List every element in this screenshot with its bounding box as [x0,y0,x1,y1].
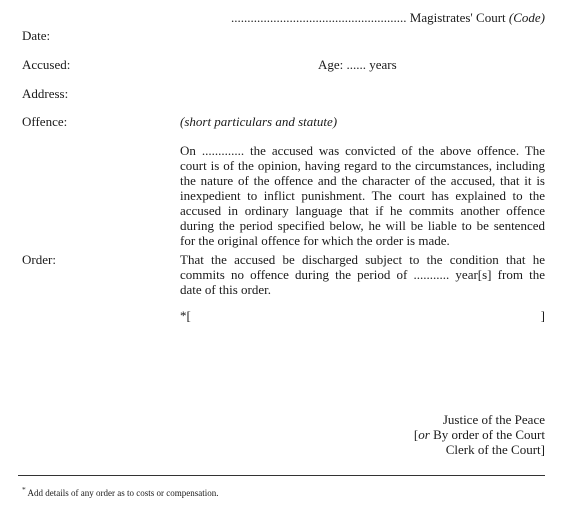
offence-line: during the period specified below, he will be liable to be sentenced [180,218,545,233]
order-paragraph [180,252,545,297]
offence-line: inexpedient to inflict punishment. The court has explained to the [180,188,545,203]
additional-order-close-bracket: ] [540,308,545,323]
additional-order-open-bracket: *[ [180,308,191,323]
offence-line: for the original offence for which the order is made. [180,233,450,248]
offence-particulars-text: (short particulars and statute) [180,114,338,129]
signature-or-word: or [418,427,430,442]
court-code: (Code) [508,10,545,25]
offence-line: accused in ordinary language that if he commits another offence [180,203,545,218]
court-heading [231,10,545,25]
age-field: Age: ...... years [318,57,397,72]
signature-or-rest: By order of the Court [429,427,545,442]
court-name: Magistrates' Court [409,10,506,25]
label-address: Address: [22,86,69,101]
signature-or-line [414,427,545,442]
signature-or-bracket: [ [413,427,419,442]
court-dots: ...................................................... [231,10,407,25]
offence-line: the nature of the offence and the character of the accused, that it is [180,173,545,188]
signature-clerk: Clerk of the Court] [445,442,545,457]
offence-paragraph [180,143,545,248]
offence-particulars [180,114,337,129]
signature-justice: Justice of the Peace [442,412,545,427]
footnote-divider [18,475,545,476]
label-accused: Accused: [22,57,71,72]
offence-line: court is of the opinion, having regard to the circumstances, including [180,158,545,173]
label-date: Date: [22,28,51,43]
footnote-text: Add details of any order as to costs or compensation. [27,488,219,498]
order-line: commits no offence during the period of ........... year[s] from the [180,267,545,282]
label-order: Order: [22,252,56,267]
footnote-marker: * [22,485,26,494]
label-offence: Offence: [22,114,68,129]
footnote [22,485,218,498]
order-line: That the accused be discharged subject to the condition that he [180,252,545,267]
order-line: date of this order. [180,282,271,297]
offence-line: On ............. the accused was convicted of the above offence. The [180,143,545,158]
